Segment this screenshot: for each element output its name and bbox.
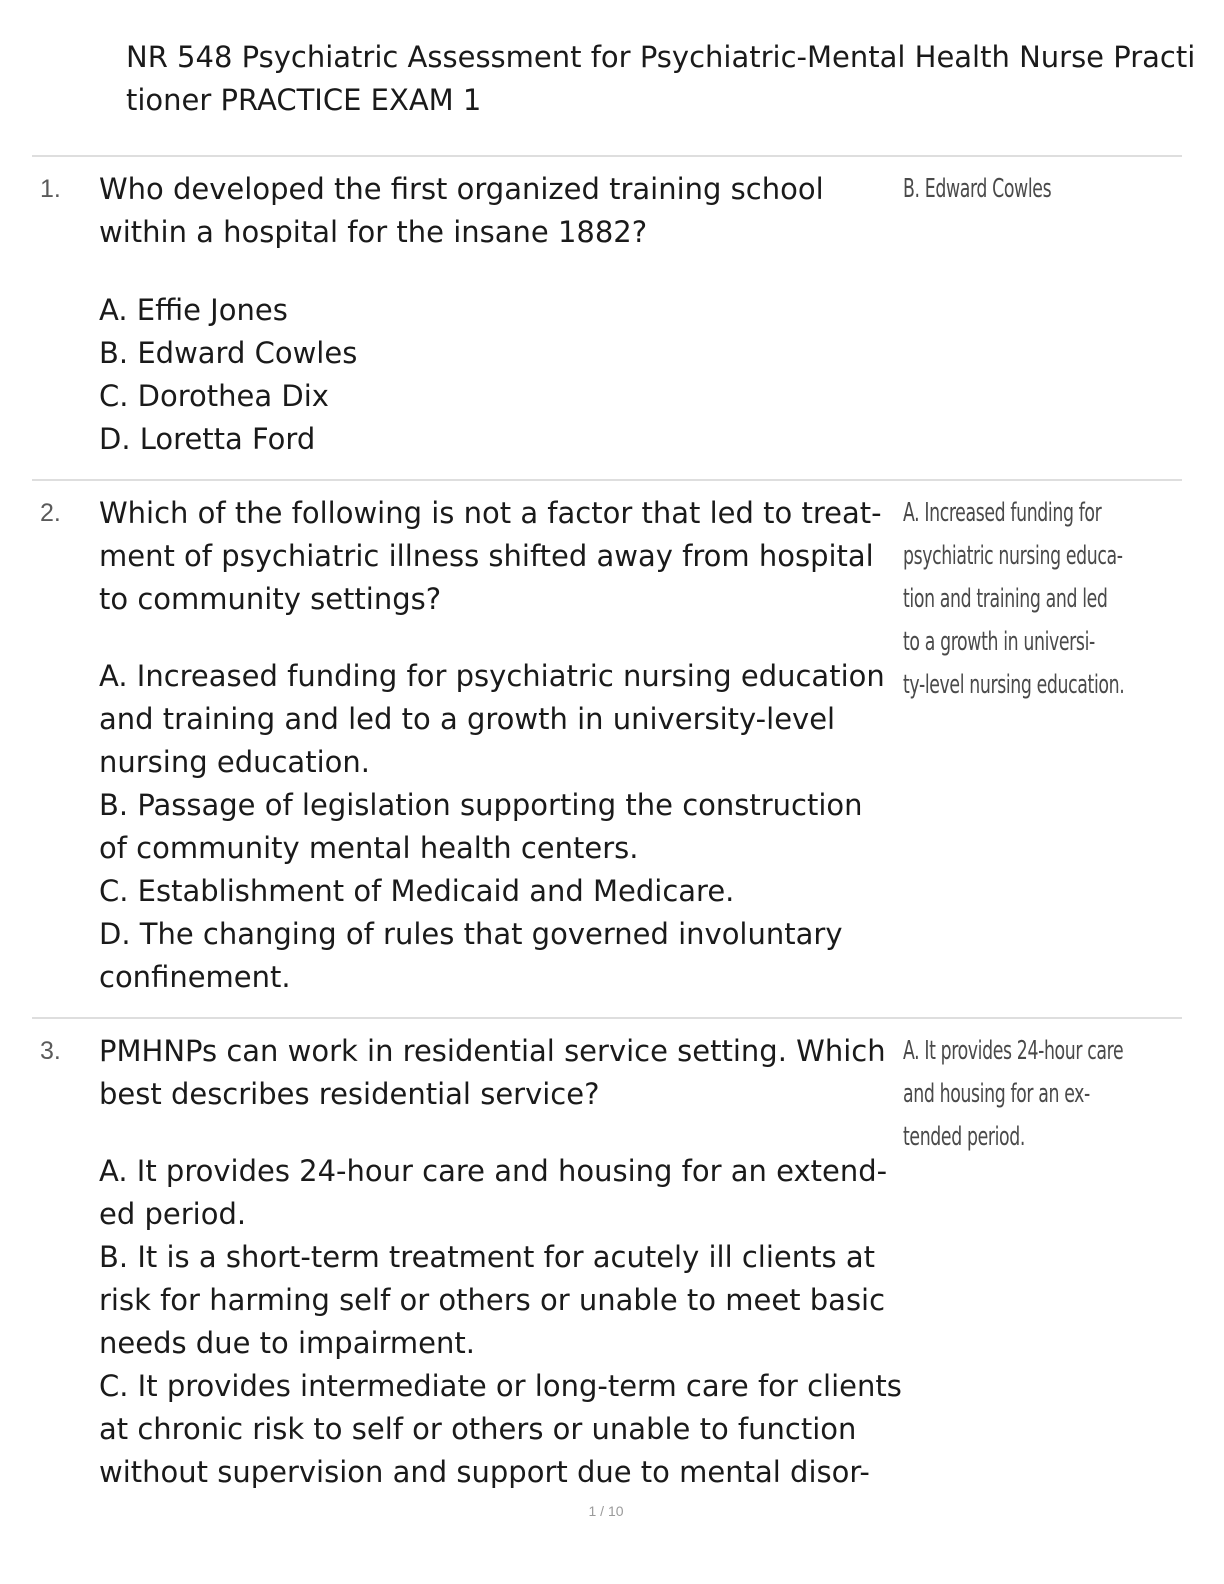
answer-line: A. It provides 24-hour care <box>903 1036 1124 1066</box>
page-number: 1 / 10 <box>588 1503 624 1519</box>
option-line: A. Effie Jones <box>99 293 288 327</box>
question-line: best describes residential service? <box>99 1077 600 1111</box>
answer-line: psychiatric nursing educa- <box>903 541 1123 571</box>
title-line: NR 548 Psychiatric Assessment for Psychiatric-Mental Health Nurse Practi <box>126 40 1196 74</box>
question-text <box>99 168 899 254</box>
answer-line: B. Edward Cowles <box>903 174 1052 204</box>
answer-line: tended period. <box>903 1122 1026 1152</box>
option-line: without supervision and support due to mental disor- <box>99 1455 870 1489</box>
answer-line: and housing for an ex- <box>903 1079 1090 1109</box>
option-line: confinement. <box>99 960 291 994</box>
option-line: D. Loretta Ford <box>99 422 316 456</box>
answer-text <box>903 168 1051 211</box>
option-line: B. It is a short-term treatment for acutely ill clients at <box>99 1240 875 1274</box>
divider <box>32 479 1182 481</box>
question-line: PMHNPs can work in residential service setting. Which <box>99 1034 886 1068</box>
option-line: D. The changing of rules that governed involuntary <box>99 917 843 951</box>
option-line: nursing education. <box>99 745 370 779</box>
question-number: 2. <box>40 499 61 527</box>
option-line: B. Passage of legislation supporting the construction <box>99 788 863 822</box>
title-line: tioner PRACTICE EXAM 1 <box>126 83 482 117</box>
option-line: risk for harming self or others or unable to meet basic <box>99 1283 886 1317</box>
answer-line: tion and training and led <box>903 584 1108 614</box>
option-line: and training and led to a growth in university-level <box>99 702 836 736</box>
question-line: ment of psychiatric illness shifted away from hospital <box>99 539 874 573</box>
option-line: C. It provides intermediate or long-term care for clients <box>99 1369 902 1403</box>
question-text <box>99 1030 899 1116</box>
option-list <box>99 289 357 461</box>
option-line: A. Increased funding for psychiatric nursing education <box>99 659 885 693</box>
question-text <box>99 492 899 621</box>
answer-text <box>903 1030 1123 1159</box>
divider <box>32 1017 1182 1019</box>
option-list <box>99 655 885 999</box>
question-number: 3. <box>40 1037 61 1065</box>
option-line: ed period. <box>99 1197 247 1231</box>
answer-text <box>903 492 1124 707</box>
option-line: at chronic risk to self or others or unable to function <box>99 1412 857 1446</box>
question-line: Who developed the first organized training school <box>99 172 824 206</box>
answer-line: A. Increased funding for <box>903 498 1102 528</box>
option-list <box>99 1150 902 1494</box>
option-line: A. It provides 24-hour care and housing for an extend- <box>99 1154 888 1188</box>
question-line: to community settings? <box>99 582 442 616</box>
document-title <box>126 36 1224 122</box>
option-line: C. Dorothea Dix <box>99 379 329 413</box>
divider <box>32 155 1182 157</box>
question-line: Which of the following is not a factor that led to treat- <box>99 496 882 530</box>
question-line: within a hospital for the insane 1882? <box>99 215 648 249</box>
option-line: needs due to impairment. <box>99 1326 475 1360</box>
answer-line: to a growth in universi- <box>903 627 1095 657</box>
answer-line: ty-level nursing education. <box>903 670 1125 700</box>
option-line: B. Edward Cowles <box>99 336 358 370</box>
option-line: C. Establishment of Medicaid and Medicare. <box>99 874 735 908</box>
question-number: 1. <box>40 175 61 203</box>
option-line: of community mental health centers. <box>99 831 639 865</box>
